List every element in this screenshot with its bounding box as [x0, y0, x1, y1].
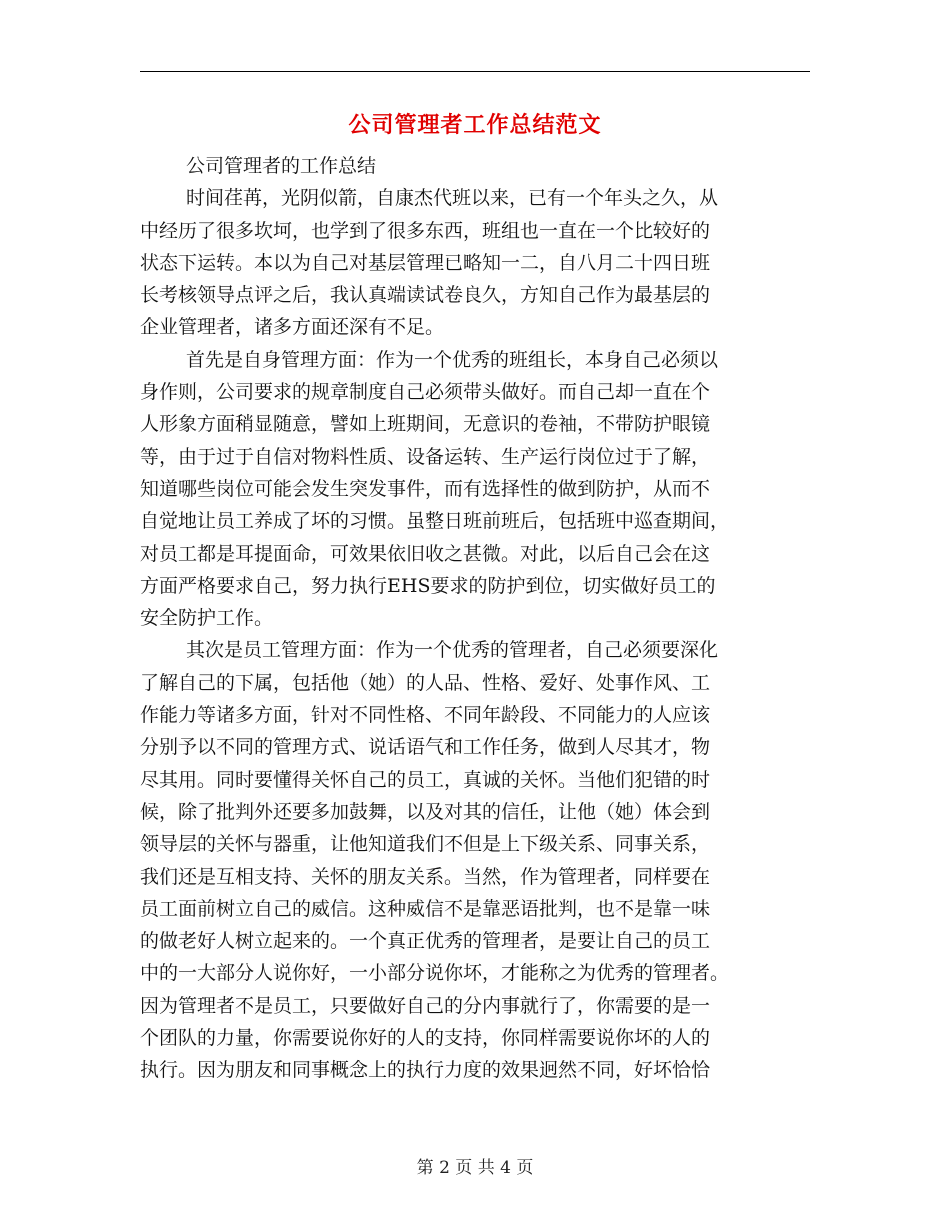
paragraph-list [140, 182, 800, 1086]
header-rule [140, 71, 810, 72]
paragraph-line: 其次是员工管理方面：作为一个优秀的管理者，自己必须要深化 [186, 639, 719, 662]
paragraph-line: 了解自己的下属，包括他（她）的人品、性格、爱好、处事作风、工 [140, 671, 711, 694]
paragraph-line: 自觉地让员工养成了坏的习惯。虽整日班前班后，包括班中巡查期间， [140, 510, 730, 533]
paragraph [140, 344, 800, 635]
document-title: 公司管理者工作总结范文 [348, 112, 602, 138]
paragraph [140, 182, 800, 343]
paragraph-line: 个团队的力量，你需要说你好的人的支持，你同样需要说你坏的人的 [140, 1027, 711, 1050]
paragraph-line: 分别予以不同的管理方式、说话语气和工作任务，做到人尽其才，物 [140, 736, 711, 759]
paragraph [140, 634, 800, 1086]
paragraph-line: 首先是自身管理方面：作为一个优秀的班组长，本身自己必须以 [186, 348, 719, 371]
paragraph-line: 身作则，公司要求的规章制度自己必须带头做好。而自己却一直在个 [140, 381, 711, 404]
paragraph-line: 领导层的关怀与器重，让他知道我们不但是上下级关系、同事关系， [140, 833, 711, 856]
paragraph-line: 方面严格要求自己，努力执行EHS要求的防护到位，切实做好员工的 [140, 574, 716, 597]
paragraph-line: 候，除了批判外还要多加鼓舞，以及对其的信任，让他（她）体会到 [140, 800, 711, 823]
paragraph-line: 时间荏苒，光阴似箭，自康杰代班以来，已有一个年头之久，从 [186, 187, 719, 210]
paragraph-line: 知道哪些岗位可能会发生突发事件，而有选择性的做到防护，从而不 [140, 477, 711, 500]
paragraph-line: 对员工都是耳提面命，可效果依旧收之甚微。对此，以后自己会在这 [140, 542, 711, 565]
paragraph-line: 长考核领导点评之后，我认真端读试卷良久，方知自己作为最基层的 [140, 284, 711, 307]
paragraph-line: 中经历了很多坎坷，也学到了很多东西，班组也一直在一个比较好的 [140, 219, 711, 242]
paragraph-line: 人形象方面稍显随意，譬如上班期间，无意识的卷袖，不带防护眼镜 [140, 413, 711, 436]
paragraph-line: 的做老好人树立起来的。一个真正优秀的管理者，是要让自己的员工 [140, 930, 711, 953]
paragraph-line: 我们还是互相支持、关怀的朋友关系。当然，作为管理者，同样要在 [140, 865, 711, 888]
document-body [140, 150, 800, 1087]
paragraph-line: 因为管理者不是员工，只要做好自己的分内事就行了，你需要的是一 [140, 994, 711, 1017]
paragraph-line: 企业管理者，诸多方面还深有不足。 [140, 316, 445, 339]
paragraph-line: 尽其用。同时要懂得关怀自己的员工，真诚的关怀。当他们犯错的时 [140, 768, 711, 791]
document-subtitle: 公司管理者的工作总结 [186, 155, 377, 177]
paragraph-line: 状态下运转。本以为自己对基层管理已略知一二，自八月二十四日班 [140, 251, 711, 274]
paragraph-line: 员工面前树立自己的威信。这种威信不是靠恶语批判，也不是靠一味 [140, 897, 711, 920]
paragraph-line: 等，由于过于自信对物料性质、设备运转、生产运行岗位过于了解， [140, 445, 711, 468]
paragraph-line: 中的一大部分人说你好，一小部分说你坏，才能称之为优秀的管理者。 [140, 962, 730, 985]
paragraph-line: 安全防护工作。 [140, 607, 274, 630]
paragraph-line: 执行。因为朋友和同事概念上的执行力度的效果迥然不同，好坏恰恰 [140, 1059, 711, 1082]
page-number: 第 2 页 共 4 页 [416, 1158, 534, 1178]
paragraph-line: 作能力等诸多方面，针对不同性格、不同年龄段、不同能力的人应该 [140, 704, 711, 727]
